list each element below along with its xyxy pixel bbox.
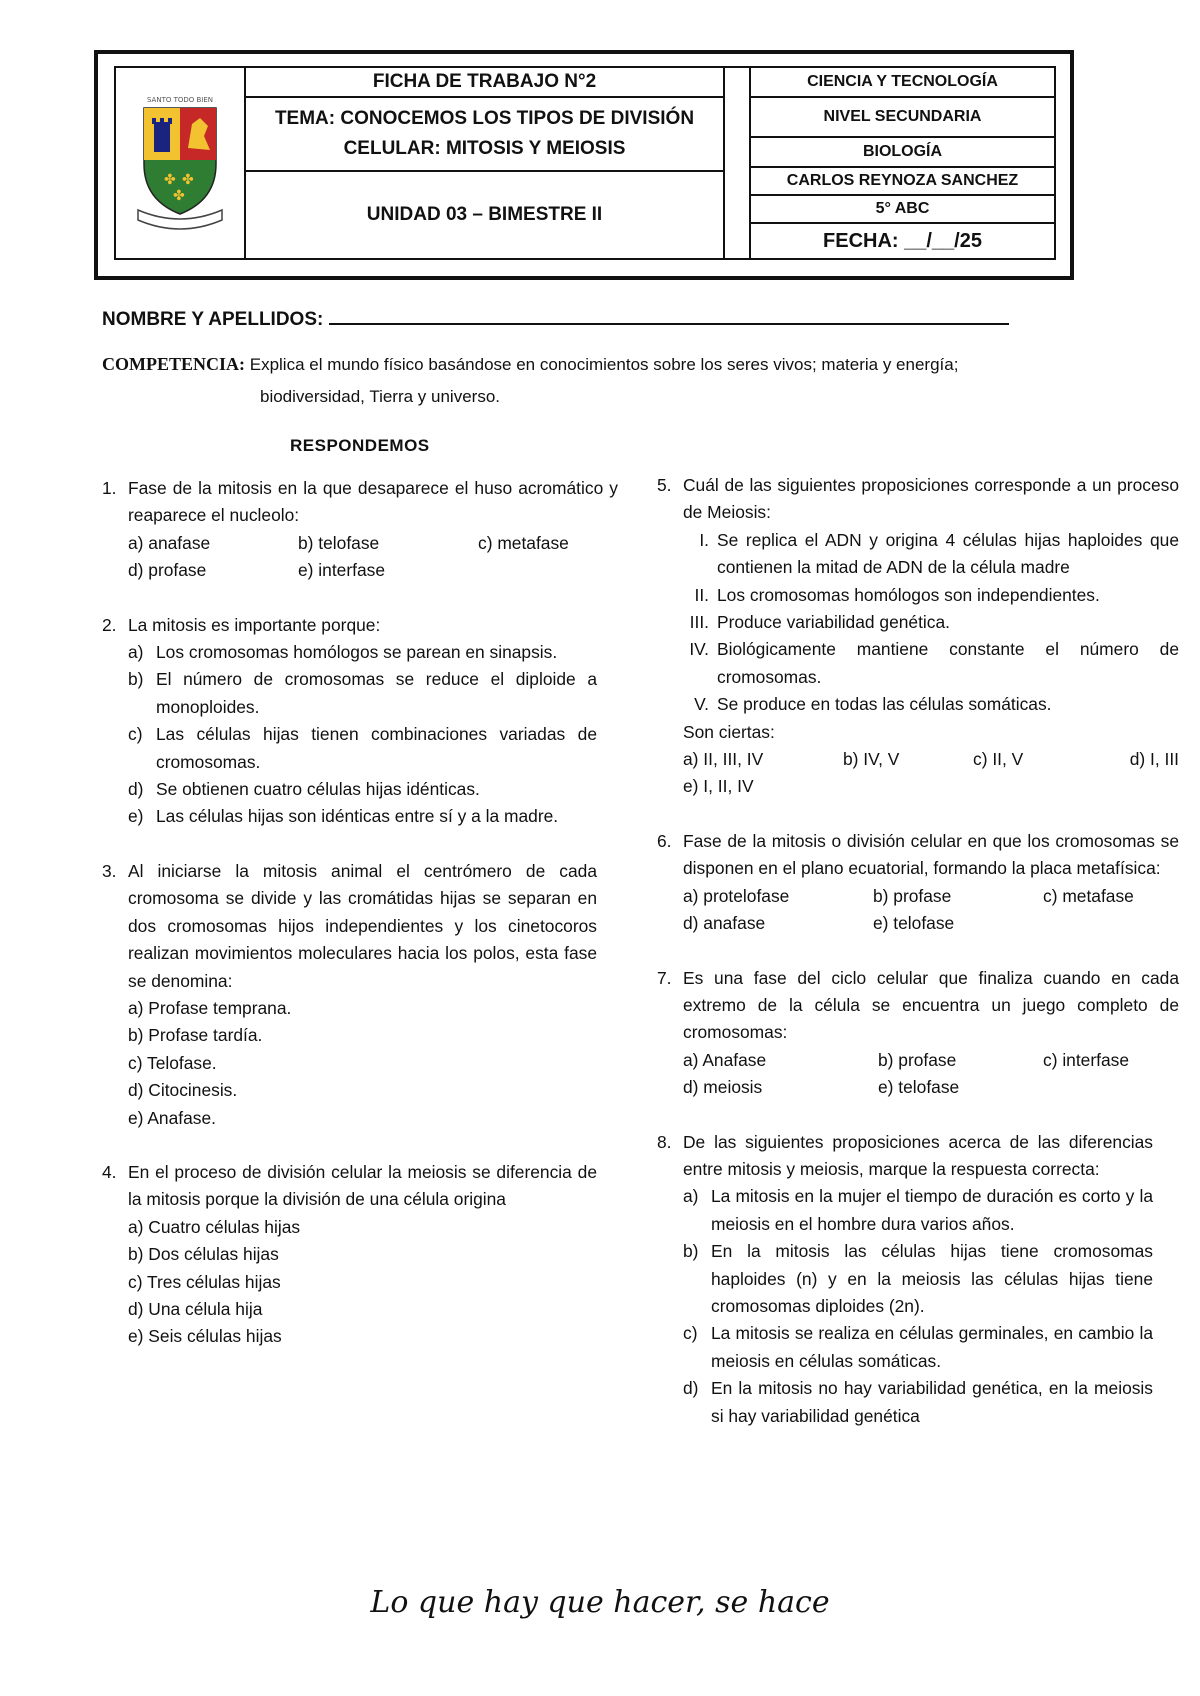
level-label: NIVEL SECUNDARIA bbox=[751, 98, 1054, 138]
option[interactable]: b) telofase bbox=[298, 532, 380, 553]
area-label: CIENCIA Y TECNOLOGÍA bbox=[751, 68, 1054, 98]
option[interactable]: b) En la mitosis las células hijas tiene cromosomas haploides (n) y en la meiosis las células hijas tiene cromosomas diploides (2n). bbox=[683, 1241, 1153, 1316]
option[interactable]: b) IV, V bbox=[843, 749, 900, 770]
option[interactable]: d) Citocinesis. bbox=[128, 1080, 238, 1101]
question-1: 1. Fase de la mitosis en la que desaparece el huso acromático y reaparece el nucleolo: a) anafase b) telofase c) metafase d) profase e) interfase bbox=[102, 475, 597, 585]
option[interactable]: e) Seis células hijas bbox=[128, 1326, 282, 1347]
header-middle bbox=[246, 68, 725, 258]
question-2: 2. La mitosis es importante porque: a) Los cromosomas homólogos se parean en sinapsis. b) El número de cromosomas se reduce el diploide a monoploides. c) Las células hijas tienen combinaciones variadas de cromosomas. d) Se obtienen cuatro células hijas idénticas. e) Las células hijas son idénticas entre sí y a la madre. bbox=[102, 612, 597, 831]
option[interactable]: e) I, II, IV bbox=[683, 776, 754, 797]
option[interactable]: d) Una célula hija bbox=[128, 1298, 263, 1319]
proposition: V. Se produce en todas las células somáticas. bbox=[694, 694, 1052, 715]
option[interactable]: a) Cuatro células hijas bbox=[128, 1216, 301, 1237]
option[interactable]: d) anafase bbox=[683, 913, 766, 934]
option[interactable]: e) interfase bbox=[298, 560, 385, 581]
option[interactable]: a) La mitosis en la mujer el tiempo de duración es corto y la meiosis en el hombre dura varios años. bbox=[683, 1186, 1153, 1234]
competency: COMPETENCIA: Explica el mundo físico basándose en conocimientos sobre los seres vivos; materia y energía; biodiversidad, Tierra y universo. bbox=[102, 354, 959, 406]
option[interactable]: a) protelofase bbox=[683, 885, 790, 906]
proposition: IV. Biológicamente mantiene constante el número de cromosomas. bbox=[689, 639, 1179, 687]
option[interactable]: c) La mitosis se realiza en células germinales, en cambio la meiosis en células somáticas. bbox=[683, 1323, 1153, 1371]
right-column bbox=[657, 472, 1179, 1457]
proposition: III. Produce variabilidad genética. bbox=[689, 612, 950, 633]
unit-label: UNIDAD 03 – BIMESTRE II bbox=[366, 204, 603, 225]
option[interactable]: d) En la mitosis no hay variabilidad genética, en la meiosis si hay variabilidad genética bbox=[683, 1378, 1153, 1426]
svg-text:✤: ✤ bbox=[164, 171, 176, 187]
header-right bbox=[751, 68, 1054, 258]
option[interactable]: a) Profase temprana. bbox=[128, 997, 292, 1018]
option[interactable]: c) Las células hijas tienen combinaciones variadas de cromosomas. bbox=[128, 724, 597, 772]
option[interactable]: b) El número de cromosomas se reduce el diploide a monoploides. bbox=[128, 669, 597, 717]
option[interactable]: d) I, III bbox=[1129, 749, 1179, 770]
school-crest-icon bbox=[130, 88, 230, 238]
option[interactable]: c) metafase bbox=[1043, 885, 1134, 906]
option[interactable]: e) Las células hijas son idénticas entre sí y a la madre. bbox=[128, 806, 559, 827]
question-4: 4. En el proceso de división celular la meiosis se diferencia de la mitosis porque la división de una célula origina a) Cuatro células hijas b) Dos células hijas c) Tres células hijas d) Una célula hija e) Seis células hijas bbox=[102, 1159, 597, 1351]
option[interactable]: c) Telofase. bbox=[128, 1052, 217, 1073]
option[interactable]: b) Profase tardía. bbox=[128, 1025, 263, 1046]
option[interactable]: a) II, III, IV bbox=[683, 749, 764, 770]
proposition: I. Se replica el ADN y origina 4 células hijas haploides que contienen la mitad de ADN de la célula madre bbox=[699, 529, 1179, 578]
footer-motto: Lo que hay que hacer, se hace bbox=[370, 1585, 830, 1620]
option[interactable]: c) interfase bbox=[1043, 1049, 1130, 1070]
option[interactable]: a) anafase bbox=[128, 532, 211, 553]
option[interactable]: e) Anafase. bbox=[128, 1107, 216, 1128]
option[interactable]: d) meiosis bbox=[683, 1077, 763, 1098]
option[interactable]: d) profase bbox=[128, 560, 207, 581]
option[interactable]: b) Dos células hijas bbox=[128, 1244, 279, 1265]
teacher-name: CARLOS REYNOZA SANCHEZ bbox=[751, 168, 1054, 196]
worksheet-title: FICHA DE TRABAJO N°2 bbox=[246, 68, 723, 98]
header-table bbox=[114, 66, 1056, 260]
option[interactable]: e) telofase bbox=[873, 913, 955, 934]
option[interactable]: c) II, V bbox=[973, 749, 1024, 770]
date-field: FECHA: __/__/25 bbox=[823, 229, 982, 252]
option[interactable]: c) metafase bbox=[478, 532, 569, 553]
svg-text:SANTO TODO BIEN: SANTO TODO BIEN bbox=[146, 96, 214, 104]
student-name-field[interactable]: NOMBRE Y APELLIDOS: bbox=[102, 305, 1009, 331]
question-6: 6. Fase de la mitosis o división celular en que los cromosomas se disponen en el plano ecuatorial, formando la placa metafísica: a) protelofase b) profase c) metafase d) anafase e) telofase bbox=[657, 828, 1153, 938]
option[interactable]: c) Tres células hijas bbox=[128, 1271, 281, 1292]
left-column bbox=[102, 475, 618, 1378]
course-label: BIOLOGÍA bbox=[751, 138, 1054, 168]
option[interactable]: a) Anafase bbox=[683, 1049, 767, 1070]
question-7: 7. Es una fase del ciclo celular que finaliza cuando en cada extremo de la célula se encuentra un juego completo de cromosomas: a) Anafase b) profase c) interfase d) meiosis e) telofase bbox=[657, 965, 1153, 1102]
question-5: 5. Cuál de las siguientes proposiciones corresponde a un proceso de Meiosis: I. Se replica el ADN y origina 4 células hijas haploides que contienen la mitad de ADN de la célula madre II. Los cromosomas homólogos son independientes. III. Produce variabilidad genética. IV. Biológicamente mantiene constante el número de cromosomas. V. Se produce en todas las células somáticas. Son ciertas: a) II, III, IV b) IV, V c) II, V d) I, III e) I, II, IV bbox=[657, 472, 1153, 801]
question-8: 8. De las siguientes proposiciones acerca de las diferencias entre mitosis y meiosis, marque la respuesta correcta: a) La mitosis en la mujer el tiempo de duración es corto y la meiosis en el hombre dura varios años. b) En la mitosis las células hijas tiene cromosomas haploides (n) y en la meiosis las células hijas tiene cromosomas diploides (2n). c) La mitosis se realiza en células germinales, en cambio la meiosis en células somáticas. d) En la mitosis no hay variabilidad genética, en la meiosis si hay variabilidad genética bbox=[657, 1129, 1153, 1430]
grade-label: 5° ABC bbox=[751, 196, 1054, 224]
option[interactable]: b) profase bbox=[873, 885, 952, 906]
svg-text:✤: ✤ bbox=[173, 187, 185, 203]
svg-text:✤: ✤ bbox=[182, 171, 194, 187]
section-title: RESPONDEMOS bbox=[290, 436, 430, 455]
proposition: II. Los cromosomas homólogos son independientes. bbox=[694, 584, 1100, 605]
header-frame bbox=[94, 50, 1074, 280]
option[interactable]: b) profase bbox=[878, 1049, 957, 1070]
question-3: 3. Al iniciarse la mitosis animal el centrómero de cada cromosoma se divide y las cromátidas hijas se separan en dos cromosomas hijos independientes y los cinetocoros realizan movimientos moleculares hacia los polos, esta fase se denomina: a) Profase temprana. b) Profase tardía. c) Telofase. d) Citocinesis. e) Anafase. bbox=[102, 858, 597, 1132]
option[interactable]: d) Se obtienen cuatro células hijas idénticas. bbox=[128, 779, 480, 800]
option[interactable]: e) telofase bbox=[878, 1077, 960, 1098]
option[interactable]: a) Los cromosomas homólogos se parean en sinapsis. bbox=[128, 642, 558, 663]
school-logo bbox=[116, 68, 246, 258]
topic: TEMA: CONOCEMOS LOS TIPOS DE DIVISIÓN CELULAR: MITOSIS Y MEIOSIS bbox=[274, 108, 695, 159]
